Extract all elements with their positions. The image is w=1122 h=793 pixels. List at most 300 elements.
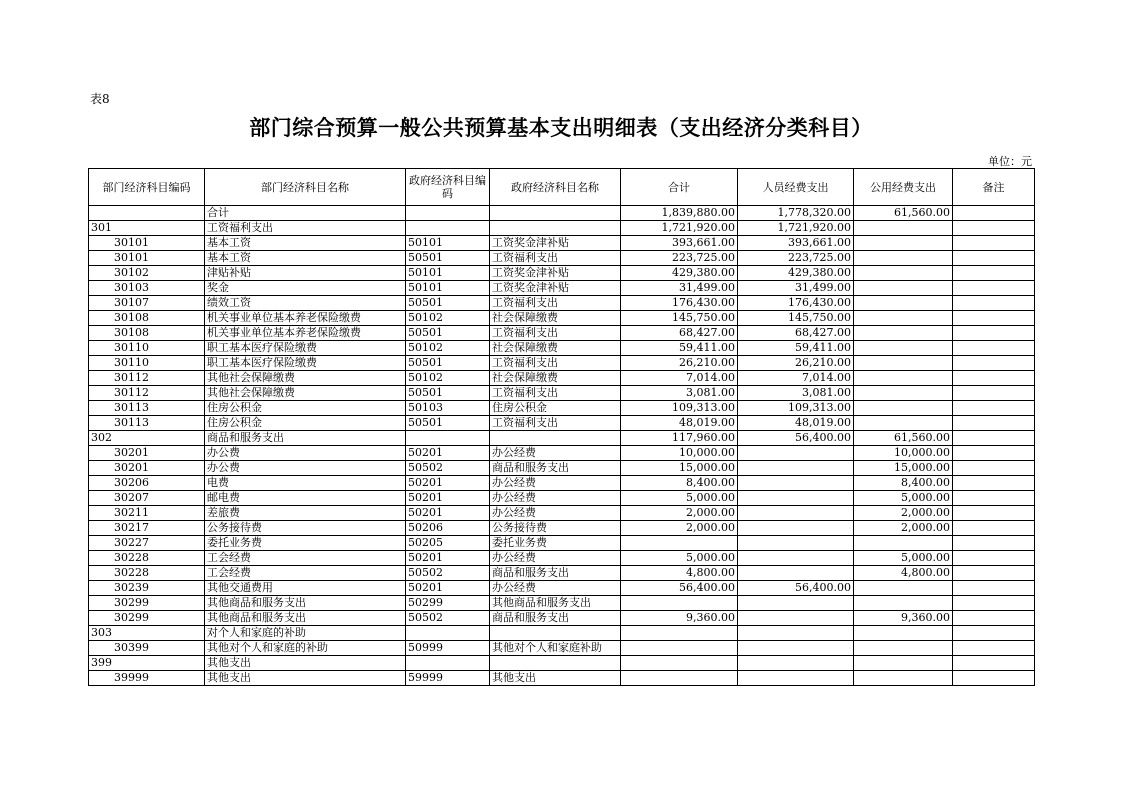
table-row xyxy=(89,521,1035,536)
cell-gov-name: 工资福利支出 xyxy=(490,356,621,371)
cell-personnel xyxy=(738,536,854,551)
cell-gov-code: 50501 xyxy=(406,356,490,371)
cell-total: 56,400.00 xyxy=(621,581,738,596)
cell-note xyxy=(953,641,1035,656)
cell-gov-code: 50201 xyxy=(406,506,490,521)
cell-public xyxy=(854,656,953,671)
cell-gov-name: 办公经费 xyxy=(490,506,621,521)
cell-public: 2,000.00 xyxy=(854,521,953,536)
cell-gov-name xyxy=(490,656,621,671)
cell-personnel: 3,081.00 xyxy=(738,386,854,401)
cell-personnel xyxy=(738,446,854,461)
cell-total: 145,750.00 xyxy=(621,311,738,326)
cell-note xyxy=(953,356,1035,371)
cell-gov-code: 50201 xyxy=(406,581,490,596)
page-title: 部门综合预算一般公共预算基本支出明细表（支出经济分类科目） xyxy=(249,116,873,140)
cell-note xyxy=(953,221,1035,236)
cell-public: 10,000.00 xyxy=(854,446,953,461)
cell-dept-name: 其他商品和服务支出 xyxy=(205,596,406,611)
cell-gov-code: 50299 xyxy=(406,596,490,611)
cell-public xyxy=(854,581,953,596)
header-gov-name: 政府经济科目名称 xyxy=(490,169,621,206)
cell-dept-code: 30108 xyxy=(89,326,205,341)
table-number: 表8 xyxy=(90,92,110,106)
budget-table xyxy=(88,168,1035,686)
cell-personnel xyxy=(738,611,854,626)
table-row xyxy=(89,566,1035,581)
table-row xyxy=(89,641,1035,656)
cell-public xyxy=(854,371,953,386)
table-row xyxy=(89,296,1035,311)
cell-dept-code: 30207 xyxy=(89,491,205,506)
cell-total xyxy=(621,641,738,656)
cell-note xyxy=(953,536,1035,551)
cell-total: 1,839,880.00 xyxy=(621,206,738,221)
cell-gov-code: 50502 xyxy=(406,566,490,581)
cell-total: 7,014.00 xyxy=(621,371,738,386)
cell-dept-name: 绩效工资 xyxy=(205,296,406,311)
cell-gov-code: 50201 xyxy=(406,446,490,461)
cell-total: 5,000.00 xyxy=(621,551,738,566)
cell-gov-name: 商品和服务支出 xyxy=(490,461,621,476)
cell-total: 5,000.00 xyxy=(621,491,738,506)
cell-personnel: 109,313.00 xyxy=(738,401,854,416)
cell-personnel: 56,400.00 xyxy=(738,431,854,446)
cell-gov-code xyxy=(406,626,490,641)
cell-gov-name xyxy=(490,206,621,221)
cell-public xyxy=(854,386,953,401)
cell-note xyxy=(953,566,1035,581)
cell-dept-code: 30113 xyxy=(89,401,205,416)
cell-gov-name: 办公经费 xyxy=(490,581,621,596)
cell-note xyxy=(953,656,1035,671)
cell-note xyxy=(953,326,1035,341)
cell-dept-code: 30110 xyxy=(89,356,205,371)
cell-public xyxy=(854,236,953,251)
cell-public xyxy=(854,266,953,281)
cell-note xyxy=(953,446,1035,461)
cell-personnel: 26,210.00 xyxy=(738,356,854,371)
cell-gov-code xyxy=(406,221,490,236)
cell-gov-name: 办公经费 xyxy=(490,551,621,566)
cell-dept-name: 商品和服务支出 xyxy=(205,431,406,446)
cell-dept-name: 电费 xyxy=(205,476,406,491)
cell-total: 8,400.00 xyxy=(621,476,738,491)
cell-dept-name: 其他交通费用 xyxy=(205,581,406,596)
cell-dept-name: 基本工资 xyxy=(205,236,406,251)
cell-personnel: 68,427.00 xyxy=(738,326,854,341)
table-row xyxy=(89,431,1035,446)
cell-note xyxy=(953,431,1035,446)
cell-dept-code: 30103 xyxy=(89,281,205,296)
cell-personnel: 48,019.00 xyxy=(738,416,854,431)
cell-gov-code: 50101 xyxy=(406,236,490,251)
header-gov-code: 政府经济科目编码 xyxy=(406,169,490,206)
cell-note xyxy=(953,266,1035,281)
cell-note xyxy=(953,206,1035,221)
cell-total: 2,000.00 xyxy=(621,521,738,536)
cell-total: 176,430.00 xyxy=(621,296,738,311)
cell-gov-name: 工资福利支出 xyxy=(490,416,621,431)
cell-gov-name: 其他支出 xyxy=(490,671,621,686)
cell-total: 48,019.00 xyxy=(621,416,738,431)
table-row xyxy=(89,611,1035,626)
cell-gov-code: 50501 xyxy=(406,296,490,311)
cell-total: 59,411.00 xyxy=(621,341,738,356)
cell-public xyxy=(854,401,953,416)
table-row xyxy=(89,656,1035,671)
cell-gov-name: 委托业务费 xyxy=(490,536,621,551)
cell-dept-code: 30108 xyxy=(89,311,205,326)
cell-total: 26,210.00 xyxy=(621,356,738,371)
cell-dept-name: 工资福利支出 xyxy=(205,221,406,236)
cell-note xyxy=(953,521,1035,536)
cell-gov-name: 工资奖金津补贴 xyxy=(490,281,621,296)
table-row xyxy=(89,551,1035,566)
cell-public xyxy=(854,626,953,641)
cell-dept-code: 30201 xyxy=(89,461,205,476)
cell-personnel xyxy=(738,566,854,581)
cell-gov-name xyxy=(490,431,621,446)
cell-personnel: 7,014.00 xyxy=(738,371,854,386)
cell-gov-code xyxy=(406,431,490,446)
cell-gov-name: 其他对个人和家庭补助 xyxy=(490,641,621,656)
cell-personnel xyxy=(738,521,854,536)
cell-gov-code: 50501 xyxy=(406,386,490,401)
cell-note xyxy=(953,581,1035,596)
cell-gov-code: 50501 xyxy=(406,326,490,341)
cell-dept-name: 住房公积金 xyxy=(205,416,406,431)
header-dept-name: 部门经济科目名称 xyxy=(205,169,406,206)
cell-gov-code: 50201 xyxy=(406,551,490,566)
cell-personnel: 176,430.00 xyxy=(738,296,854,311)
cell-gov-code: 50103 xyxy=(406,401,490,416)
cell-public xyxy=(854,221,953,236)
table-row xyxy=(89,206,1035,221)
cell-gov-name: 工资福利支出 xyxy=(490,296,621,311)
cell-personnel: 429,380.00 xyxy=(738,266,854,281)
cell-dept-name: 工会经费 xyxy=(205,566,406,581)
cell-note xyxy=(953,626,1035,641)
cell-dept-name: 其他支出 xyxy=(205,656,406,671)
header-total: 合计 xyxy=(621,169,738,206)
cell-public: 8,400.00 xyxy=(854,476,953,491)
cell-personnel xyxy=(738,656,854,671)
header-public: 公用经费支出 xyxy=(854,169,953,206)
cell-dept-code: 39999 xyxy=(89,671,205,686)
cell-gov-code: 50502 xyxy=(406,461,490,476)
cell-dept-name: 基本工资 xyxy=(205,251,406,266)
cell-public: 5,000.00 xyxy=(854,491,953,506)
cell-public xyxy=(854,536,953,551)
table-row xyxy=(89,386,1035,401)
cell-personnel xyxy=(738,626,854,641)
cell-total: 4,800.00 xyxy=(621,566,738,581)
cell-public xyxy=(854,281,953,296)
cell-total: 1,721,920.00 xyxy=(621,221,738,236)
cell-public: 2,000.00 xyxy=(854,506,953,521)
cell-total xyxy=(621,626,738,641)
cell-gov-name: 社会保障缴费 xyxy=(490,371,621,386)
cell-gov-code: 50101 xyxy=(406,281,490,296)
cell-gov-name: 工资奖金津补贴 xyxy=(490,266,621,281)
cell-gov-name: 工资福利支出 xyxy=(490,326,621,341)
table-row xyxy=(89,671,1035,686)
cell-note xyxy=(953,461,1035,476)
cell-total: 3,081.00 xyxy=(621,386,738,401)
cell-gov-name: 住房公积金 xyxy=(490,401,621,416)
cell-gov-code: 50205 xyxy=(406,536,490,551)
cell-note xyxy=(953,386,1035,401)
cell-total xyxy=(621,671,738,686)
cell-dept-code: 30101 xyxy=(89,251,205,266)
cell-public xyxy=(854,311,953,326)
cell-total: 9,360.00 xyxy=(621,611,738,626)
cell-total: 15,000.00 xyxy=(621,461,738,476)
cell-gov-name: 商品和服务支出 xyxy=(490,611,621,626)
cell-gov-code: 50102 xyxy=(406,371,490,386)
cell-gov-code: 50501 xyxy=(406,416,490,431)
cell-personnel: 223,725.00 xyxy=(738,251,854,266)
cell-dept-code: 303 xyxy=(89,626,205,641)
header-row xyxy=(89,169,1035,206)
cell-personnel xyxy=(738,506,854,521)
cell-dept-name: 其他社会保障缴费 xyxy=(205,386,406,401)
cell-dept-name: 奖金 xyxy=(205,281,406,296)
cell-note xyxy=(953,596,1035,611)
cell-dept-name: 合计 xyxy=(205,206,406,221)
cell-public xyxy=(854,596,953,611)
table-row xyxy=(89,221,1035,236)
table-row xyxy=(89,236,1035,251)
cell-gov-name: 工资福利支出 xyxy=(490,386,621,401)
cell-dept-code: 30228 xyxy=(89,551,205,566)
cell-note xyxy=(953,341,1035,356)
table-row xyxy=(89,311,1035,326)
cell-note xyxy=(953,401,1035,416)
cell-dept-name: 机关事业单位基本养老保险缴费 xyxy=(205,326,406,341)
cell-total: 31,499.00 xyxy=(621,281,738,296)
cell-note xyxy=(953,491,1035,506)
cell-gov-name: 商品和服务支出 xyxy=(490,566,621,581)
cell-gov-name xyxy=(490,221,621,236)
cell-personnel: 59,411.00 xyxy=(738,341,854,356)
cell-gov-code: 50102 xyxy=(406,341,490,356)
cell-personnel xyxy=(738,596,854,611)
cell-total: 223,725.00 xyxy=(621,251,738,266)
cell-dept-code: 30113 xyxy=(89,416,205,431)
cell-dept-name: 津贴补贴 xyxy=(205,266,406,281)
cell-public xyxy=(854,671,953,686)
cell-public: 15,000.00 xyxy=(854,461,953,476)
cell-dept-code: 30102 xyxy=(89,266,205,281)
cell-note xyxy=(953,296,1035,311)
cell-dept-code: 302 xyxy=(89,431,205,446)
cell-total xyxy=(621,596,738,611)
cell-dept-code: 30112 xyxy=(89,386,205,401)
cell-total xyxy=(621,656,738,671)
cell-gov-name: 工资福利支出 xyxy=(490,251,621,266)
cell-dept-name: 机关事业单位基本养老保险缴费 xyxy=(205,311,406,326)
cell-gov-code: 50102 xyxy=(406,311,490,326)
cell-public xyxy=(854,341,953,356)
header-note: 备注 xyxy=(953,169,1035,206)
cell-note xyxy=(953,371,1035,386)
cell-public xyxy=(854,641,953,656)
cell-gov-name: 社会保障缴费 xyxy=(490,341,621,356)
cell-gov-code: 50201 xyxy=(406,476,490,491)
cell-dept-name: 职工基本医疗保险缴费 xyxy=(205,341,406,356)
cell-gov-name: 工资奖金津补贴 xyxy=(490,236,621,251)
cell-dept-name: 对个人和家庭的补助 xyxy=(205,626,406,641)
cell-total: 109,313.00 xyxy=(621,401,738,416)
cell-dept-name: 其他支出 xyxy=(205,671,406,686)
table-row xyxy=(89,341,1035,356)
cell-dept-name: 工会经费 xyxy=(205,551,406,566)
cell-dept-name: 办公费 xyxy=(205,461,406,476)
cell-note xyxy=(953,551,1035,566)
table-row xyxy=(89,536,1035,551)
cell-total: 117,960.00 xyxy=(621,431,738,446)
cell-gov-code: 59999 xyxy=(406,671,490,686)
table-row xyxy=(89,506,1035,521)
table-row xyxy=(89,461,1035,476)
cell-gov-code: 50206 xyxy=(406,521,490,536)
table-row xyxy=(89,251,1035,266)
cell-personnel: 393,661.00 xyxy=(738,236,854,251)
cell-dept-code: 399 xyxy=(89,656,205,671)
cell-dept-name: 邮电费 xyxy=(205,491,406,506)
cell-dept-name: 公务接待费 xyxy=(205,521,406,536)
table-row xyxy=(89,491,1035,506)
cell-dept-name: 其他社会保障缴费 xyxy=(205,371,406,386)
table-row xyxy=(89,326,1035,341)
cell-personnel: 1,721,920.00 xyxy=(738,221,854,236)
table-row xyxy=(89,281,1035,296)
cell-public xyxy=(854,326,953,341)
table-row xyxy=(89,371,1035,386)
cell-gov-name xyxy=(490,626,621,641)
cell-personnel xyxy=(738,671,854,686)
table-row xyxy=(89,626,1035,641)
cell-dept-code: 30211 xyxy=(89,506,205,521)
cell-public xyxy=(854,251,953,266)
cell-total xyxy=(621,536,738,551)
cell-gov-name: 社会保障缴费 xyxy=(490,311,621,326)
cell-gov-name: 办公经费 xyxy=(490,446,621,461)
cell-public: 61,560.00 xyxy=(854,431,953,446)
cell-gov-name: 办公经费 xyxy=(490,476,621,491)
cell-personnel: 1,778,320.00 xyxy=(738,206,854,221)
cell-public xyxy=(854,356,953,371)
cell-public: 61,560.00 xyxy=(854,206,953,221)
cell-dept-code: 30201 xyxy=(89,446,205,461)
cell-total: 429,380.00 xyxy=(621,266,738,281)
cell-personnel xyxy=(738,476,854,491)
table-row xyxy=(89,581,1035,596)
cell-dept-code: 30217 xyxy=(89,521,205,536)
cell-note xyxy=(953,311,1035,326)
cell-gov-code: 50502 xyxy=(406,611,490,626)
cell-personnel xyxy=(738,461,854,476)
cell-dept-name: 办公费 xyxy=(205,446,406,461)
cell-personnel: 145,750.00 xyxy=(738,311,854,326)
cell-gov-code: 50201 xyxy=(406,491,490,506)
cell-total: 393,661.00 xyxy=(621,236,738,251)
cell-dept-code xyxy=(89,206,205,221)
cell-note xyxy=(953,281,1035,296)
cell-gov-name: 办公经费 xyxy=(490,491,621,506)
cell-gov-code: 50101 xyxy=(406,266,490,281)
cell-dept-code: 301 xyxy=(89,221,205,236)
cell-total: 10,000.00 xyxy=(621,446,738,461)
cell-total: 68,427.00 xyxy=(621,326,738,341)
cell-public: 4,800.00 xyxy=(854,566,953,581)
cell-public: 5,000.00 xyxy=(854,551,953,566)
cell-dept-name: 职工基本医疗保险缴费 xyxy=(205,356,406,371)
cell-note xyxy=(953,611,1035,626)
cell-note xyxy=(953,476,1035,491)
cell-gov-code xyxy=(406,206,490,221)
table-row xyxy=(89,446,1035,461)
cell-gov-name: 其他商品和服务支出 xyxy=(490,596,621,611)
cell-dept-code: 30239 xyxy=(89,581,205,596)
cell-public xyxy=(854,416,953,431)
cell-note xyxy=(953,416,1035,431)
cell-dept-code: 30228 xyxy=(89,566,205,581)
cell-gov-code: 50999 xyxy=(406,641,490,656)
cell-personnel xyxy=(738,491,854,506)
cell-dept-code: 30299 xyxy=(89,611,205,626)
cell-personnel xyxy=(738,641,854,656)
header-personnel: 人员经费支出 xyxy=(738,169,854,206)
header-dept-code: 部门经济科目编码 xyxy=(89,169,205,206)
cell-dept-code: 30112 xyxy=(89,371,205,386)
table-row xyxy=(89,401,1035,416)
cell-personnel xyxy=(738,551,854,566)
cell-dept-name: 住房公积金 xyxy=(205,401,406,416)
unit-label: 单位：元 xyxy=(988,155,1032,168)
cell-dept-code: 30206 xyxy=(89,476,205,491)
cell-dept-name: 委托业务费 xyxy=(205,536,406,551)
table-row xyxy=(89,416,1035,431)
cell-note xyxy=(953,671,1035,686)
cell-public: 9,360.00 xyxy=(854,611,953,626)
cell-personnel: 56,400.00 xyxy=(738,581,854,596)
cell-note xyxy=(953,236,1035,251)
cell-dept-code: 30107 xyxy=(89,296,205,311)
cell-public xyxy=(854,296,953,311)
cell-personnel: 31,499.00 xyxy=(738,281,854,296)
table-row xyxy=(89,356,1035,371)
table-row xyxy=(89,266,1035,281)
cell-dept-code: 30101 xyxy=(89,236,205,251)
cell-gov-code xyxy=(406,656,490,671)
cell-dept-code: 30110 xyxy=(89,341,205,356)
cell-dept-code: 30227 xyxy=(89,536,205,551)
cell-total: 2,000.00 xyxy=(621,506,738,521)
cell-gov-code: 50501 xyxy=(406,251,490,266)
table-row xyxy=(89,596,1035,611)
cell-dept-name: 其他商品和服务支出 xyxy=(205,611,406,626)
cell-dept-code: 30299 xyxy=(89,596,205,611)
cell-dept-name: 其他对个人和家庭的补助 xyxy=(205,641,406,656)
cell-note xyxy=(953,506,1035,521)
cell-note xyxy=(953,251,1035,266)
cell-gov-name: 公务接待费 xyxy=(490,521,621,536)
cell-dept-name: 差旅费 xyxy=(205,506,406,521)
cell-dept-code: 30399 xyxy=(89,641,205,656)
